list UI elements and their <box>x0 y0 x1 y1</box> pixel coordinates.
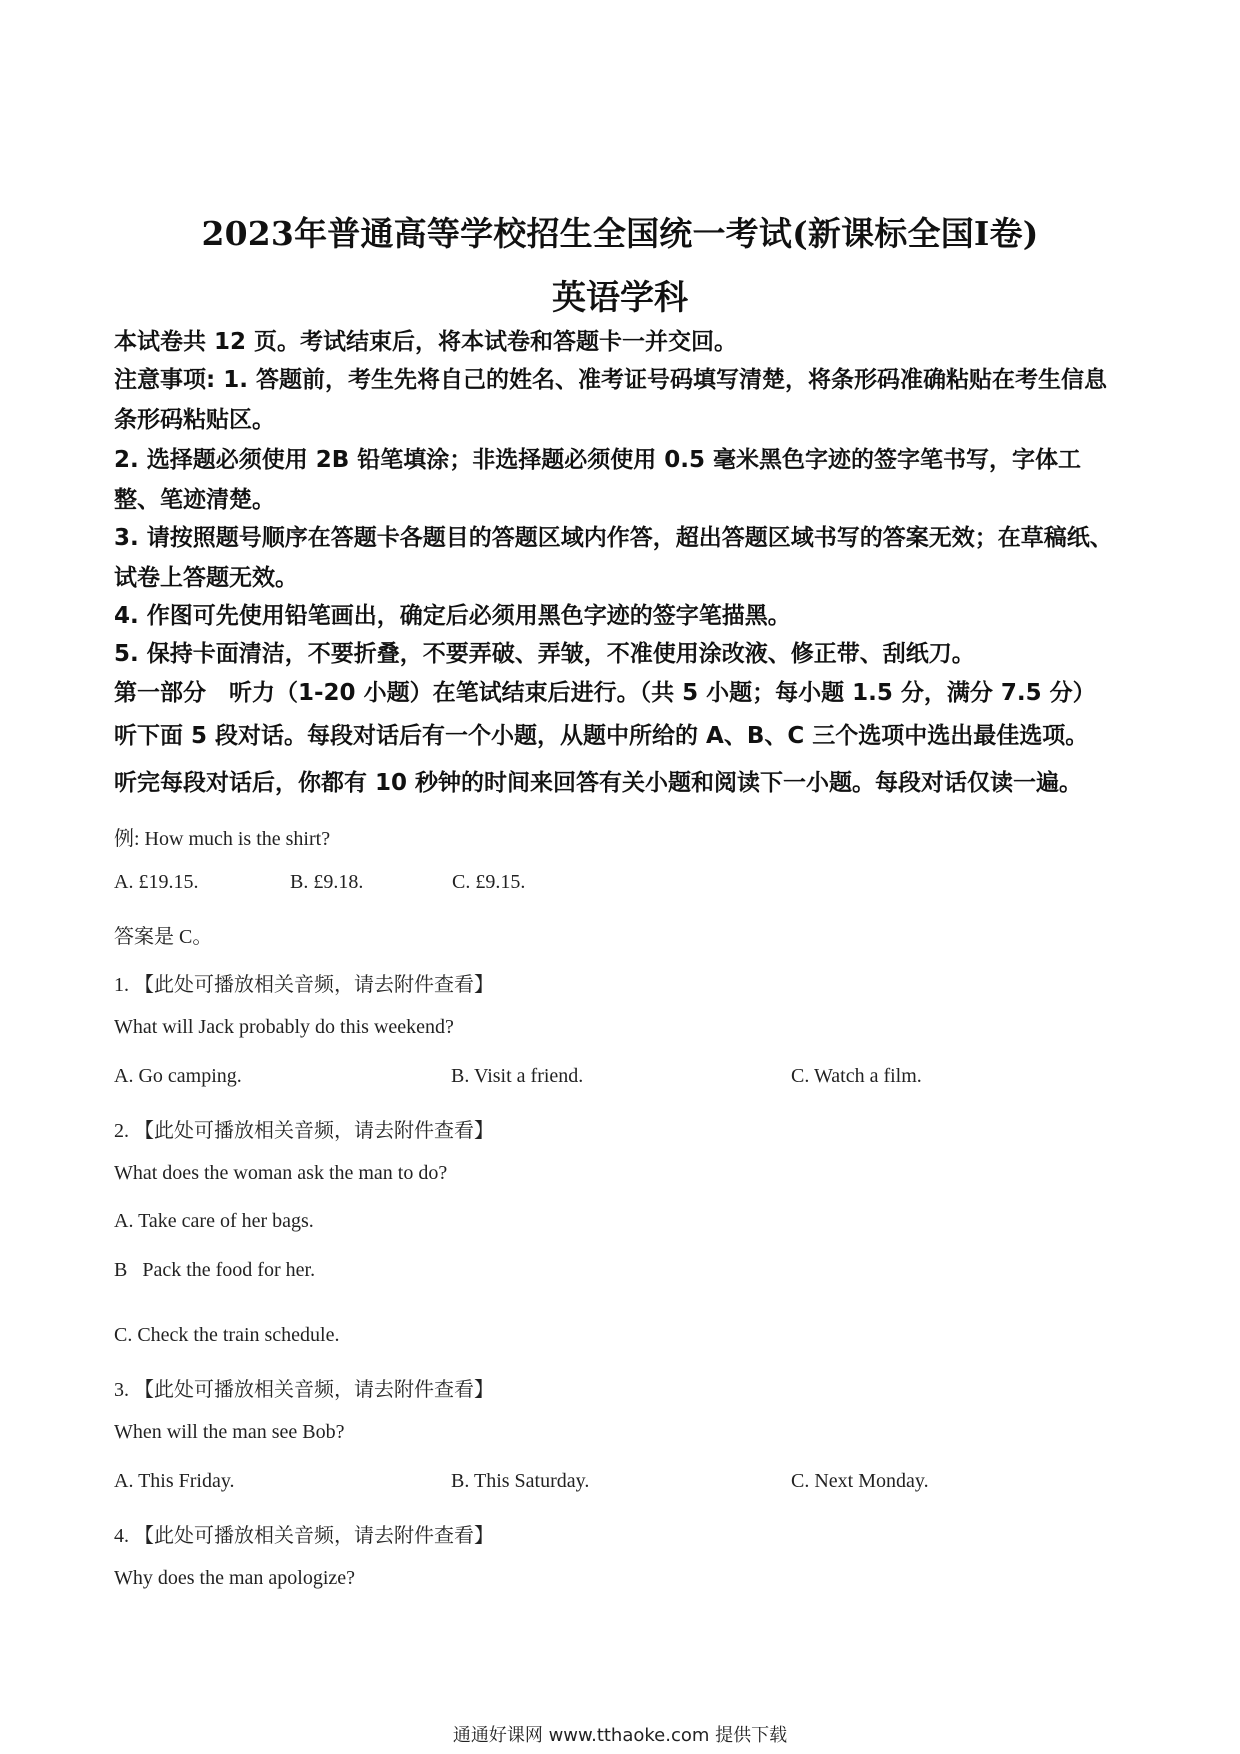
question-3-option-a: A. This Friday. <box>114 1470 235 1492</box>
section-direction-1: 听下面 5 段对话。每段对话后有一个小题，从题中所给的 A、B、C 三个选项中选出最佳选项。 <box>114 723 1089 749</box>
question-4-text: Why does the man apologize? <box>114 1567 356 1589</box>
page-footer: 通通好课网 www.tthaoke.com 提供下载 <box>452 1725 788 1746</box>
exam-title: 2023年普通高等学校招生全国统一考试(新课标全国Ⅰ卷) <box>201 214 1039 253</box>
question-2-text: What does the woman ask the man to do? <box>114 1162 448 1184</box>
section-direction-2: 听完每段对话后，你都有 10 秒钟的时间来回答有关小题和阅读下一小题。每段对话仅读一遍。 <box>114 770 1083 796</box>
question-1-option-a: A. Go camping. <box>114 1065 242 1087</box>
question-2-option-c: C. Check the train schedule. <box>114 1324 340 1346</box>
question-1-option-c: C. Watch a film. <box>791 1065 922 1087</box>
question-1-option-b: B. Visit a friend. <box>451 1065 584 1087</box>
exam-intro: 本试卷共 12 页。考试结束后，将本试卷和答题卡一并交回。 <box>114 329 738 355</box>
note-5: 5. 保持卡面清洁，不要折叠，不要弄破、弄皱，不准使用涂改液、修正带、刮纸刀。 <box>114 641 975 667</box>
question-3-audio: 3. 【此处可播放相关音频，请去附件查看】 <box>114 1379 494 1401</box>
exam-subject: 英语学科 <box>552 278 688 318</box>
section-heading: 第一部分 听力（1-20 小题）在笔试结束后进行。（共 5 小题；每小题 1.5 分，满分 7.5 分） <box>114 680 1096 706</box>
question-3-text: When will the man see Bob? <box>114 1421 345 1443</box>
question-1-text: What will Jack probably do this weekend? <box>114 1016 454 1038</box>
note-3: 3. 请按照题号顺序在答题卡各题目的答题区域内作答，超出答题区域书写的答案无效；在草稿纸、试卷上答题无效。 <box>114 525 1113 591</box>
example-question: 例: How much is the shirt? <box>114 828 331 850</box>
question-3-option-b: B. This Saturday. <box>451 1470 590 1492</box>
note-4: 4. 作图可先使用铅笔画出，确定后必须用黑色字迹的签字笔描黑。 <box>114 603 791 629</box>
note-1: 注意事项: 1. 答题前，考生先将自己的姓名、准考证号码填写清楚，将条形码准确粘贴在考生信息条形码粘贴区。 <box>114 367 1107 433</box>
question-2-audio: 2. 【此处可播放相关音频，请去附件查看】 <box>114 1120 494 1142</box>
question-3-option-c: C. Next Monday. <box>791 1470 929 1492</box>
question-4-audio: 4. 【此处可播放相关音频，请去附件查看】 <box>114 1525 494 1547</box>
question-2-option-b: B Pack the food for her. <box>114 1259 316 1281</box>
question-2-option-a: A. Take care of her bags. <box>114 1210 314 1232</box>
note-2: 2. 选择题必须使用 2B 铅笔填涂；非选择题必须使用 0.5 毫米黑色字迹的签字笔书写，字体工整、笔迹清楚。 <box>114 447 1082 513</box>
example-option-c: C. £9.15. <box>452 871 526 893</box>
question-1-audio: 1. 【此处可播放相关音频，请去附件查看】 <box>114 974 494 996</box>
example-option-b: B. £9.18. <box>290 871 364 893</box>
example-answer: 答案是 C。 <box>114 926 213 948</box>
example-option-a: A. £19.15. <box>114 871 199 893</box>
